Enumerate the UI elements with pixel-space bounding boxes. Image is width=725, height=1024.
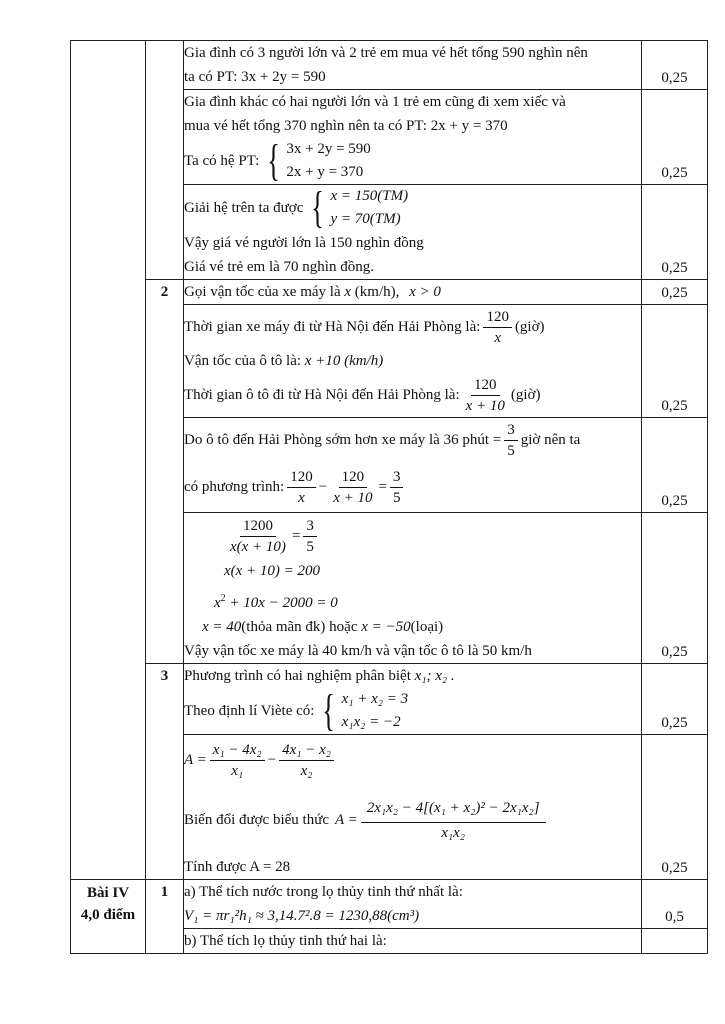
text: (km/h), bbox=[354, 284, 400, 300]
points-cell-empty bbox=[642, 929, 708, 954]
fraction: $\frac{3}{5}$ bbox=[390, 467, 404, 508]
table-row bbox=[71, 41, 708, 90]
points-cell: 0,25 bbox=[642, 305, 708, 418]
brace-icon: { bbox=[322, 686, 336, 735]
text-line: a) Thể tích nước trong lọ thủy tinh thứ nhất là: bbox=[184, 884, 463, 900]
math-line: Biến đổi được biểu thức A = $\frac{\text{2x₁x₂ − 4[(x₁ + x₂)² − 2x₁x₂]}}{\text{x₁x₂}}$ bbox=[184, 785, 641, 855]
fraction: $\frac{120}{x + 10}$ bbox=[333, 468, 373, 506]
equation: x₁x₂ = −2 bbox=[341, 714, 401, 730]
points-cell: 0,25 bbox=[642, 418, 708, 513]
equation-system bbox=[263, 138, 371, 184]
text-line: mua vé hết tổng 370 nghìn nên ta có PT: 2x + y = 370 bbox=[184, 118, 508, 134]
text: giờ nên ta bbox=[520, 432, 581, 448]
points-cell: 0,25 bbox=[642, 185, 708, 280]
text-line: Vậy giá vé người lớn là 150 nghìn đồng bbox=[184, 235, 424, 251]
fraction: $\frac{3}{5}$ bbox=[504, 420, 518, 461]
text-line: Gia đình khác có hai người lớn và 1 trẻ em cũng đi xem xiếc và bbox=[184, 94, 566, 110]
conclusion: Vậy vận tốc xe máy là 40 km/h và vận tốc ô tô là 50 km/h bbox=[184, 643, 532, 659]
text-line: Phương trình có hai nghiệm phân biệt x₁; x₂ . bbox=[184, 668, 455, 684]
content-cell bbox=[184, 929, 642, 954]
section-cell-empty bbox=[71, 41, 146, 880]
text-line: Tính được A = 28 bbox=[184, 859, 291, 875]
text: Do ô tô đến Hải Phòng sớm hơn xe máy là 36 phút = bbox=[184, 432, 502, 448]
content-cell bbox=[184, 90, 642, 185]
text: Thời gian ô tô đi từ Hà Nội đến Hải Phòng là: bbox=[184, 387, 460, 403]
unit: (giờ) bbox=[510, 387, 541, 403]
content-cell bbox=[184, 880, 642, 929]
part-number: 3 bbox=[146, 664, 184, 880]
table-row bbox=[71, 880, 708, 929]
part-cell-empty bbox=[146, 41, 184, 280]
math-line: $x^2 + 10x - 2000 = 0$ bbox=[214, 593, 338, 611]
variable: x bbox=[344, 284, 352, 300]
text-line: ta có PT: 3x + 2y = 590 bbox=[184, 69, 326, 85]
fraction: $\frac{120}{x}$ bbox=[483, 307, 512, 348]
content-cell bbox=[184, 305, 642, 418]
fraction: $\frac{\text{x₁ − 4x₂}}{\text{x₁}}$ bbox=[210, 740, 265, 781]
text-line: Giá vé trẻ em là 70 nghìn đồng. bbox=[184, 259, 374, 275]
part-number: 2 bbox=[146, 280, 184, 664]
equation: y = 70(TM) bbox=[330, 211, 401, 227]
content-cell bbox=[184, 418, 642, 513]
fraction: $\frac{1200}{x(x + 10)}$ bbox=[230, 517, 286, 555]
equation: x = 150(TM) bbox=[330, 188, 409, 204]
solve-label: Giải hệ trên ta được bbox=[184, 200, 304, 216]
condition: x > 0 bbox=[409, 284, 441, 300]
brace-icon: { bbox=[311, 183, 325, 232]
fraction: $\frac{\text{4x₁ − x₂}}{\text{x₂}}$ bbox=[279, 740, 334, 781]
table-row bbox=[71, 664, 708, 735]
equation: 3x + 2y = 590 bbox=[286, 141, 371, 157]
points-cell: 0,25 bbox=[642, 735, 708, 880]
text-line: b) Thể tích lọ thủy tinh thứ hai là: bbox=[184, 933, 387, 949]
points-cell: 0,25 bbox=[642, 664, 708, 735]
fraction: $\frac{\text{2x₁x₂ − 4[(x₁ + x₂)² − 2x₁x₂]}}{\text{x₁x₂}}$ bbox=[361, 798, 546, 843]
section-points: 4,0 điểm bbox=[80, 907, 136, 923]
brace-icon: { bbox=[267, 136, 281, 185]
system-line bbox=[184, 138, 641, 184]
math-line: $\frac{1200}{x(x + 10)}$ = $\frac{3}{5}$ bbox=[184, 513, 641, 559]
text-line bbox=[184, 349, 641, 373]
equation-system bbox=[307, 185, 408, 231]
expression: x +10 (km/h) bbox=[304, 353, 384, 369]
content-cell bbox=[184, 280, 642, 305]
text-line bbox=[184, 373, 641, 417]
content-cell bbox=[184, 735, 642, 880]
system-label: Ta có hệ PT: bbox=[184, 153, 260, 169]
math-line: x = 40(thỏa mãn đk) hoặc x = −50(loại) bbox=[202, 619, 444, 635]
points-cell: 0,25 bbox=[642, 41, 708, 90]
text-line bbox=[184, 418, 641, 462]
fraction: $\frac{120}{x}$ bbox=[287, 467, 316, 508]
math-line: A = $\frac{\text{x₁ − 4x₂}}{\text{x₁}}$ − $\frac{\text{4x₁ − x₂}}{\text{x₂}}$ bbox=[184, 735, 641, 785]
content-cell bbox=[184, 513, 642, 664]
equation: 2x + y = 370 bbox=[286, 164, 364, 180]
unit: (giờ) bbox=[514, 319, 545, 335]
math-line: x(x + 10) = 200 bbox=[224, 563, 321, 579]
table-row bbox=[71, 280, 708, 305]
equation-system bbox=[318, 688, 408, 734]
system-line bbox=[184, 185, 641, 231]
content-cell bbox=[184, 41, 642, 90]
fraction: $\frac{120}{x + 10}$ bbox=[465, 376, 505, 414]
points-cell: 0,25 bbox=[642, 513, 708, 664]
section-cell bbox=[71, 880, 146, 954]
text-line: Gia đình có 3 người lớn và 2 trẻ em mua vé hết tổng 590 nghìn nên bbox=[184, 45, 588, 61]
points-cell: 0,25 bbox=[642, 280, 708, 305]
section-title: Bài IV bbox=[86, 885, 130, 901]
points-cell: 0,25 bbox=[642, 90, 708, 185]
equation: x₁ + x₂ = 3 bbox=[341, 691, 409, 707]
math-line: V₁ = πr₁²h₁ ≈ 3,14.7².8 = 1230,88(cm³) bbox=[184, 908, 420, 924]
answer-key-table bbox=[70, 40, 708, 954]
text-line bbox=[184, 305, 641, 349]
content-cell bbox=[184, 185, 642, 280]
content-cell bbox=[184, 664, 642, 735]
text: Thời gian xe máy đi từ Hà Nội đến Hải Phòng là: bbox=[184, 319, 481, 335]
system-line: Theo định lí Viète có: { x₁ + x₂ = 3 x₁x₂ = −2 bbox=[184, 686, 409, 735]
text: Vận tốc của ô tô là: bbox=[184, 353, 302, 369]
part-number: 1 bbox=[146, 880, 184, 954]
text: có phương trình: bbox=[184, 479, 285, 495]
text-line: có phương trình: $\frac{120}{x}$ − $\frac{120}{x + 10}$ = $\frac{3}{5}$ bbox=[184, 462, 641, 512]
fraction: $\frac{3}{5}$ bbox=[303, 516, 317, 557]
text: Gọi vận tốc của xe máy là bbox=[184, 284, 341, 300]
points-cell: 0,5 bbox=[642, 880, 708, 929]
